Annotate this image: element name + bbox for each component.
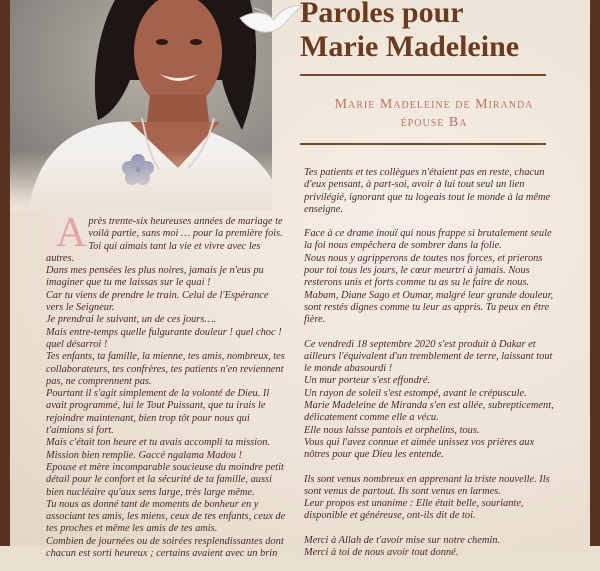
paragraph: Car tu viens de prendre le train. Celui de l'Espérance vers le Seigneur. (46, 289, 269, 314)
paragraph: Ce vendredi 18 septembre 2020 s'est produit à Dakar et ailleurs l'équivalent d'un tremblement de terre, laissant tout le monde abasourdi ! Un mur porteur s'est effondré. Un rayon de soleil s'est estompé, avant le crépuscule. Marie Madeleine de Miranda s'en est allée, subrepticement, délicatement comme elle a vécu. Elle nous laisse pantois et orphelins, tous. Vous qui l'avez connue et aimée unissez vos prières aux nôtres pour que Dieu les entende. (304, 338, 554, 461)
paragraph: Tes patients et tes collègues n'étaient pas en reste, chacun d'eux pensant, à part-soi, avoir à lui tout seul un lien privilégié, ignorant que tu logeais tout le monde à la même enseigne. (304, 167, 551, 215)
title-line-1: Paroles pour (300, 0, 464, 29)
paragraph: Mais entre-temps quelle fulgurante douleur ! quel choc ! quel désarroi ! (46, 326, 282, 350)
right-border (590, 0, 600, 546)
paragraph: Epouse et mère incomparable soucieuse du moindre petit détail pour le confort et la sécurité de ta famille, aussi bien nucléaire qu'aux sens large, très large même. (46, 461, 284, 498)
photo-fade (10, 150, 272, 210)
subtitle-spouse: épouse Ba (400, 115, 468, 130)
right-column (304, 167, 562, 571)
paragraph: Pourtant il s'agit simplement de la volonté de Dieu. Il avait programmé, lui le Tout Puissant, que tu irais le rejoindre maintenant, bien trop tôt pour nous qui t'aimions si fort. (46, 388, 270, 437)
paragraph: Mission bien remplie. Gaccé ngalama Madou ! (46, 449, 243, 461)
dove-illustration (236, 0, 306, 40)
left-column (46, 210, 286, 560)
paragraph: Face à ce drame inouï qui nous frappe si brutalement seule la foi nous empêchera de sombrer dans la folie. Nous nous y agripperons de toutes nos forces, et prierons pour toi tous les jours, le cœur meurtri à jamais. Nous resterons unis et forts comme tu as su le faire de nous. Mabam, Diane Sago et Oumar, malgré leur grande douleur, sont restés dignes comme tu leur as appris. Tu peux en être fière. (304, 228, 554, 326)
paragraph: Dans mes pensées les plus noires, jamais je n'eus pu imaginer que tu me laissas sur le quai ! (46, 265, 264, 289)
paragraph: Tes enfants, ta famille, la mienne, tes amis, nombreux, tes collaborateurs, tes confrères, tes patients n'en reviennent pas, ne comprennent pas. (46, 351, 285, 387)
left-border (0, 0, 10, 546)
paragraph-text: près trente-six heureuses années de mariage te voilà partie, sans moi … pour la première fois. Toi qui aimais tant la vie et vivre avec les autres. (46, 216, 283, 264)
page-title (300, 0, 580, 64)
paragraph: Mais c'était ton heure et tu avais accompli ta mission. (46, 437, 271, 449)
paragraph: Ils sont venus nombreux en apprenant la triste nouvelle. Ils sont venus de partout. Ils sont venus en larmes. Leur propos est unanime : Elle était belle, souriante, disponible et généreuse, ont-ils dit de toi. (304, 473, 550, 522)
paragraph: Tu nous as donné tant de moments de bonheur en y associant tes amis, les miens, ceux de tes enfants, ceux de tes proches et même les amis de tes amis. (46, 498, 286, 535)
title-line-2: Marie Madeleine (300, 30, 520, 63)
subtitle-divider (300, 143, 546, 145)
paragraph: Combien de journées ou de soirées resplendissantes dont chacun est sorti heureux ; certains avaient avec un brin (46, 535, 284, 560)
first-paragraph (46, 210, 286, 265)
paragraph: Merci à Allah de t'avoir mise sur notre chemin. Merci à toi de nous avoir tout donné. (304, 534, 501, 559)
title-divider (300, 74, 546, 76)
subtitle (300, 96, 568, 132)
paragraph: Je prendrai le suivant, un de ces jours…. (46, 314, 217, 326)
subtitle-name: Marie Madeleine de Miranda (334, 97, 534, 112)
drop-cap: A (56, 210, 87, 256)
